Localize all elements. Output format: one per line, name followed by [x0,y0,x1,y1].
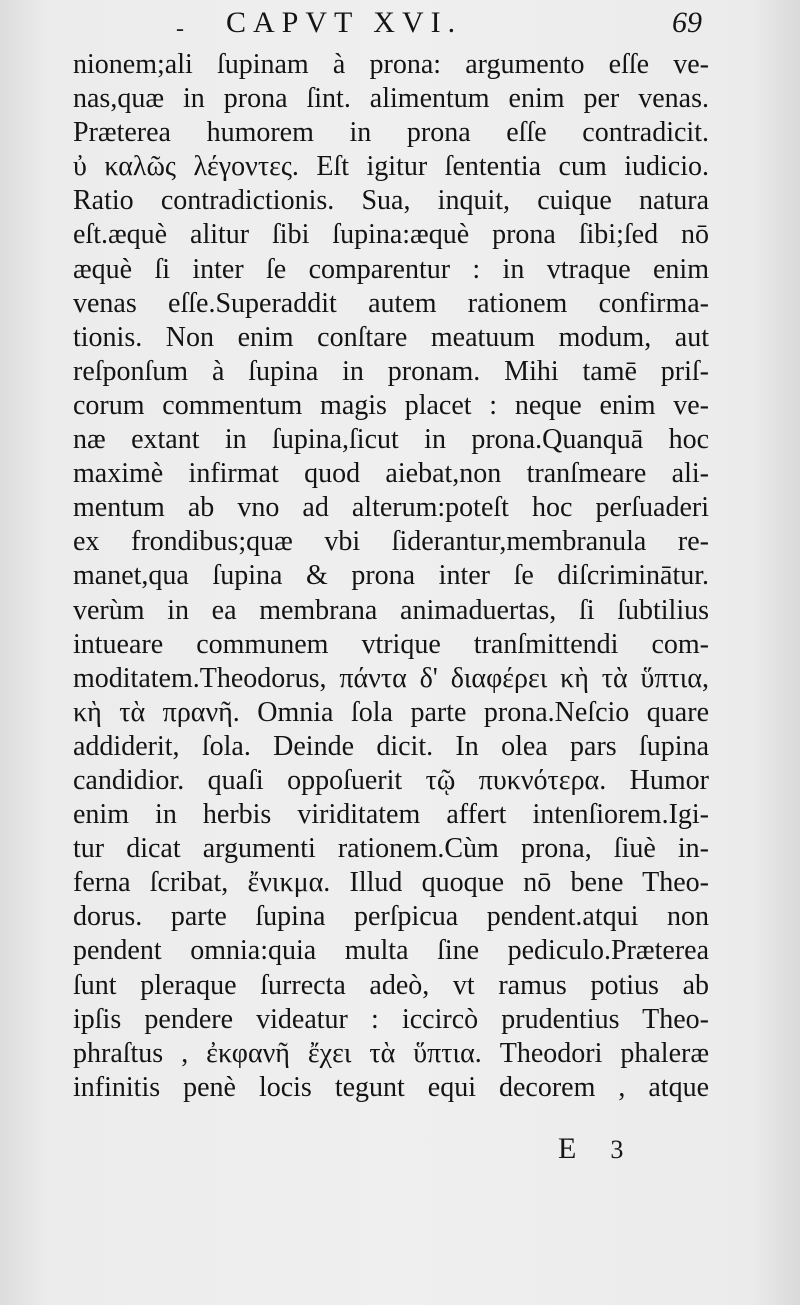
page-number: 69 [672,6,702,39]
text-line: moditatem.Theodorus, πάντα δ' διαφέρει κὴ τὰ ὕπτια, [73,662,709,694]
text-line: reſponſum à ſupina in pronam. Mihi tamē priſ- [73,355,709,387]
text-line: mentum ab vno ad alterum:poteſt hoc perſuaderi [73,492,709,524]
text-line: intueare communem vtrique tranſmittendi com- [73,628,709,660]
text-line: næ extant in ſupina,ſicut in prona.Quanquā hoc [73,424,709,456]
text-line: dorus. parte ſupina perſpicua pendent.atqui non [73,901,709,933]
page-header [0,6,800,46]
text-line: ipſis pendere videatur : iccircò prudentius Theo- [73,1003,709,1035]
text-line: ex frondibus;quæ vbi ſiderantur,membranula re- [73,526,709,558]
text-line: æquè ſi inter ſe comparentur : in vtraque enim [73,253,709,285]
body-text [73,48,709,1105]
signature-mark [558,1132,623,1166]
text-line: ferna ſcribat, ἔνικμα. Illud quoque nō bene Theo- [73,867,709,899]
text-line: nionem;ali ſupinam à prona: argumento eſſe ve- [73,49,709,80]
running-head: CAPVT XVI. [226,6,463,39]
text-line: nas,quæ in prona ſint. alimentum enim per venas. [73,83,709,115]
text-line: verùm in ea membrana animaduertas, ſi ſubtilius [73,594,709,626]
text-line: phraſtus , ἐκφανῆ ἔχει τὰ ὕπτια. Theodori phaleræ [73,1037,709,1069]
text-line: ὐ καλῶς λέγοντες. Eſt igitur ſententia cum iudicio. [73,151,709,183]
text-line: tur dicat argumenti rationem.Cùm prona, ſiuè in- [73,833,709,865]
text-line: ſunt pleraque ſurrecta adeò, vt ramus potius ab [73,969,709,1001]
header-dash: - [176,16,184,42]
text-line: infinitis penè locis tegunt equi decorem , atque [73,1071,709,1103]
text-line: Ratio contradictionis. Sua, inquit, cuique natura [73,185,709,217]
text-line: tionis. Non enim conſtare meatuum modum, aut [73,321,709,353]
text-line: corum commentum magis placet : neque enim ve- [73,389,709,421]
text-line: maximè infirmat quod aiebat,non tranſmeare ali- [73,458,709,490]
text-line: κὴ τὰ πρανῆ. Omnia ſola parte prona.Neſcio quare [73,696,709,728]
signature-letter: E [558,1132,577,1165]
text-line: enim in herbis viriditatem affert intenſiorem.Igi- [73,799,709,831]
text-line: Præterea humorem in prona eſſe contradicit. [73,117,709,149]
text-line: pendent omnia:quia multa ſine pediculo.Præterea [73,935,709,967]
text-line: addiderit, ſola. Deinde dicit. In olea pars ſupina [73,730,709,762]
text-line: venas eſſe.Superaddit autem rationem confirma- [73,287,709,319]
text-line: candidior. quaſi oppoſuerit τῷ πυκνότερα. Humor [73,764,709,796]
text-line: manet,qua ſupina & prona inter ſe diſcriminātur. [73,560,709,592]
signature-number: 3 [610,1135,624,1164]
text-line: eſt.æquè alitur ſibi ſupina:æquè prona ſibi;ſed nō [73,219,709,251]
